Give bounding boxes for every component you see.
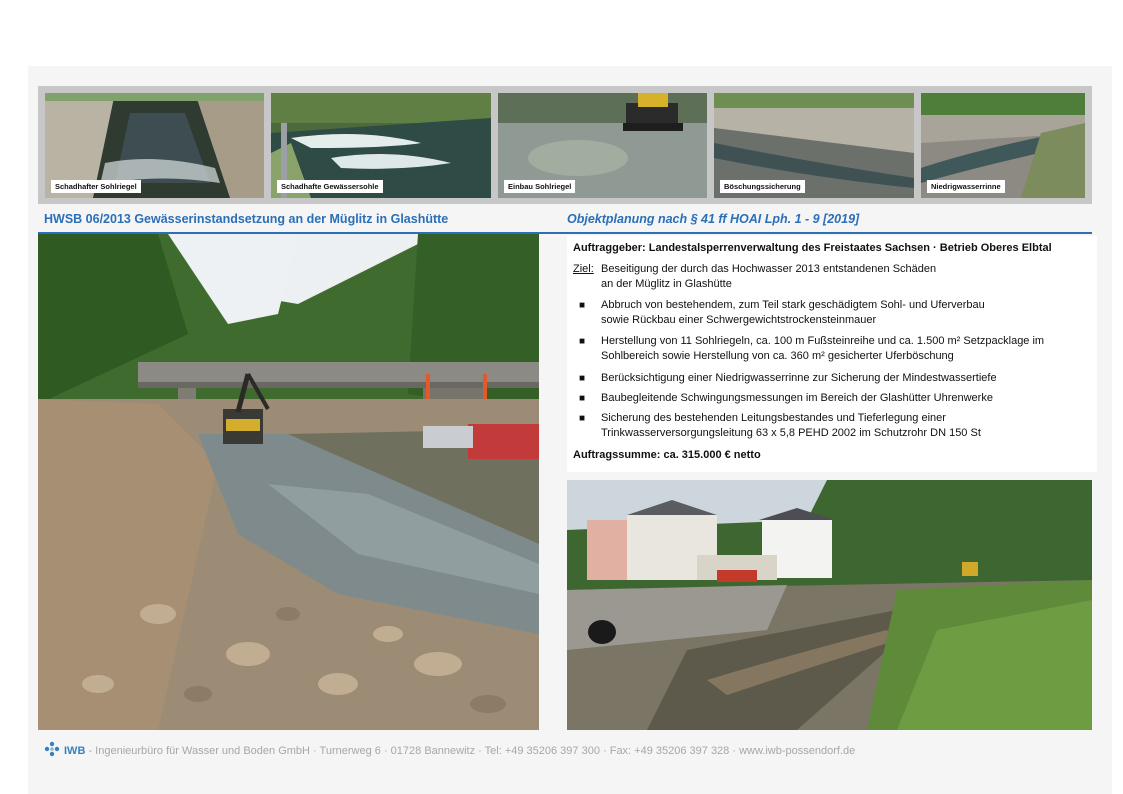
main-photo-illustration <box>38 234 539 730</box>
planning-title: Objektplanung nach § 41 ff HOAI Lph. 1 - 9 [2019] <box>567 212 860 226</box>
bullet-icon: ■ <box>579 413 586 424</box>
bullet-icon: ■ <box>579 336 586 347</box>
secondary-site-photo <box>567 480 1092 730</box>
contract-sum: Auftragssumme: ca. 315.000 € netto <box>573 449 761 461</box>
thumbnail-damaged-sill <box>45 93 264 198</box>
thumbnail-low-water-channel <box>921 93 1085 198</box>
list-item-line-1: Abbruch von bestehendem, zum Teil stark geschädigtem Sohl- und Uferverbau <box>601 299 985 311</box>
list-item-line-2: sowie Rückbau einer Schwergewichtstrockensteinmauer <box>601 314 877 326</box>
iwb-logo-icon <box>44 741 60 760</box>
project-details <box>567 236 1097 472</box>
thumbnail-sill-installation <box>498 93 707 198</box>
footer-contact: - Ingenieurbüro für Wasser und Boden GmbH · Turnerweg 6 · 01728 Bannewitz · Tel: +49 35206 397 300 · Fax: +49 35206 397 328 · www.iwb-possendorf.de <box>85 745 856 757</box>
secondary-photo-illustration <box>567 480 1092 730</box>
bullet-icon: ■ <box>579 393 586 404</box>
thumbnail-label: Schadhafter Sohlriegel <box>51 180 141 193</box>
thumbnail-label: Böschungssicherung <box>720 180 805 193</box>
thumbnail-label: Einbau Sohlriegel <box>504 180 575 193</box>
main-site-photo <box>38 234 539 730</box>
bullet-icon: ■ <box>579 300 586 311</box>
list-item-line-1: Baubegleitende Schwingungsmessungen im Bereich der Glashütter Uhrenwerke <box>601 392 993 404</box>
bullet-icon: ■ <box>579 373 586 384</box>
list-item-line-1: Berücksichtigung einer Niedrigwasserrinne zur Sicherung der Mindestwassertiefe <box>601 372 997 384</box>
thumbnail-embankment <box>714 93 914 198</box>
footer-brand: IWB <box>64 745 86 757</box>
goal-block <box>573 262 937 290</box>
thumbnail-label: Schadhafte Gewässersohle <box>277 180 383 193</box>
thumbnail-label: Niedrigwasserrinne <box>927 180 1005 193</box>
list-item-line-2: Sohlbereich sowie Herstellung von ca. 360 m² gesicherter Uferböschung <box>601 350 954 362</box>
goal-text <box>601 262 1071 292</box>
thumbnail-damaged-riverbed <box>271 93 491 198</box>
list-item-line-2: Trinkwasserversorgungsleitung 63 x 5,8 PEHD 2002 im Schutzrohr DN 150 St <box>601 427 981 439</box>
list-item-line-1: Sicherung des bestehenden Leitungsbestandes und Tieferlegung einer <box>601 412 946 424</box>
goal-line-2: an der Müglitz in Glashütte <box>601 278 732 290</box>
goal-label: Ziel: <box>573 263 594 275</box>
project-title: HWSB 06/2013 Gewässerinstandsetzung an der Müglitz in Glashütte <box>44 212 449 226</box>
goal-line-1: Beseitigung der durch das Hochwasser 2013 entstandenen Schäden <box>601 263 937 275</box>
client-line: Auftraggeber: Landestalsperrenverwaltung des Freistaates Sachsen · Betrieb Oberes Elbtal <box>573 242 1052 254</box>
footer <box>44 741 855 760</box>
list-item-line-1: Herstellung von 11 Sohlriegeln, ca. 100 m Fußsteinreihe und ca. 1.500 m² Setzpacklage im <box>601 335 1045 347</box>
